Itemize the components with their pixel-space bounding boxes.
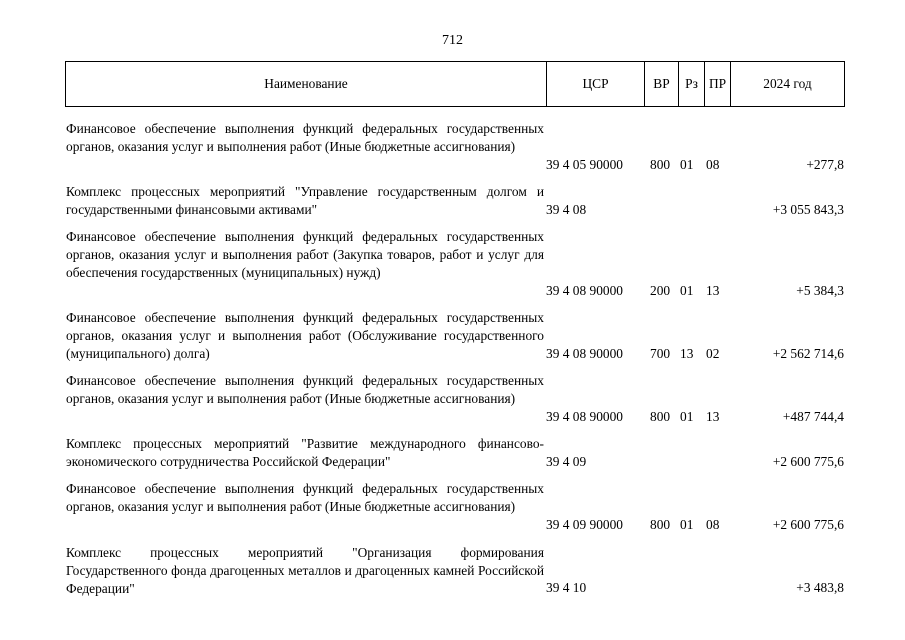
row-vr: 800 <box>650 409 671 424</box>
row-csr: 39 4 09 90000 <box>546 517 623 532</box>
row-name: Финансовое обеспечение выполнения функций федеральных государственных органов, оказания услуг и выполнения работ (Иные бюджетные ассигнования) <box>66 121 544 154</box>
row-name: Финансовое обеспечение выполнения функций федеральных государственных органов, оказания услуг и выполнения работ (Обслуживание государственного (муниципального) долга) <box>66 310 544 361</box>
row-name: Финансовое обеспечение выполнения функций федеральных государственных органов, оказания услуг и выполнения работ (Иные бюджетные ассигнования) <box>66 373 544 406</box>
row-amount: +3 055 843,3 <box>772 202 844 217</box>
page-number: 712 <box>442 33 463 48</box>
row-pr: 08 <box>706 517 720 532</box>
row-name: Финансовое обеспечение выполнения функций федеральных государственных органов, оказания услуг и выполнения работ (Иные бюджетные ассигнования) <box>66 481 544 514</box>
row-name: Финансовое обеспечение выполнения функций федеральных государственных органов, оказания услуг и выполнения работ (Закупка товаров, работ и услуг для обеспечения государственных (муниципальных) нужд) <box>66 229 544 280</box>
row-csr: 39 4 08 <box>546 202 587 217</box>
row-amount: +487 744,4 <box>782 409 844 424</box>
header-rz: Рз <box>678 62 704 106</box>
row-name: Комплекс процессных мероприятий "Развитие международного финансово-экономического сотрудничества Российской Федерации" <box>66 436 544 469</box>
row-amount: +5 384,3 <box>796 283 844 298</box>
row-csr: 39 4 08 90000 <box>546 346 623 361</box>
row-amount: +277,8 <box>806 157 844 172</box>
row-vr: 200 <box>650 283 671 298</box>
header-pr: ПР <box>704 62 730 106</box>
row-name: Комплекс процессных мероприятий "Организация формирования Государственного фонда драгоценных металлов и драгоценных камней Российской Федерации" <box>66 545 544 596</box>
row-rz: 01 <box>680 283 694 298</box>
header-name: Наименование <box>264 76 348 91</box>
header-vr: ВР <box>644 62 678 106</box>
row-csr: 39 4 08 90000 <box>546 283 623 298</box>
row-rz: 01 <box>680 409 694 424</box>
row-vr: 800 <box>650 517 671 532</box>
row-amount: +2 600 775,6 <box>772 454 844 469</box>
row-name: Комплекс процессных мероприятий "Управление государственным долгом и государственными финансовыми активами" <box>66 184 544 217</box>
row-amount: +2 600 775,6 <box>772 517 844 532</box>
row-pr: 08 <box>706 157 720 172</box>
row-vr: 800 <box>650 157 671 172</box>
row-amount: +3 483,8 <box>796 580 844 595</box>
header-year: 2024 год <box>730 62 844 106</box>
row-pr: 02 <box>706 346 720 361</box>
row-csr: 39 4 10 <box>546 580 587 595</box>
header-csr: ЦСР <box>546 62 644 106</box>
row-rz: 01 <box>680 517 694 532</box>
row-csr: 39 4 09 <box>546 454 587 469</box>
row-amount: +2 562 714,6 <box>772 346 844 361</box>
table-header <box>65 61 845 107</box>
row-rz: 13 <box>680 346 694 361</box>
row-csr: 39 4 08 90000 <box>546 409 623 424</box>
row-csr: 39 4 05 90000 <box>546 157 623 172</box>
row-pr: 13 <box>706 409 720 424</box>
row-pr: 13 <box>706 283 720 298</box>
row-rz: 01 <box>680 157 694 172</box>
row-vr: 700 <box>650 346 671 361</box>
